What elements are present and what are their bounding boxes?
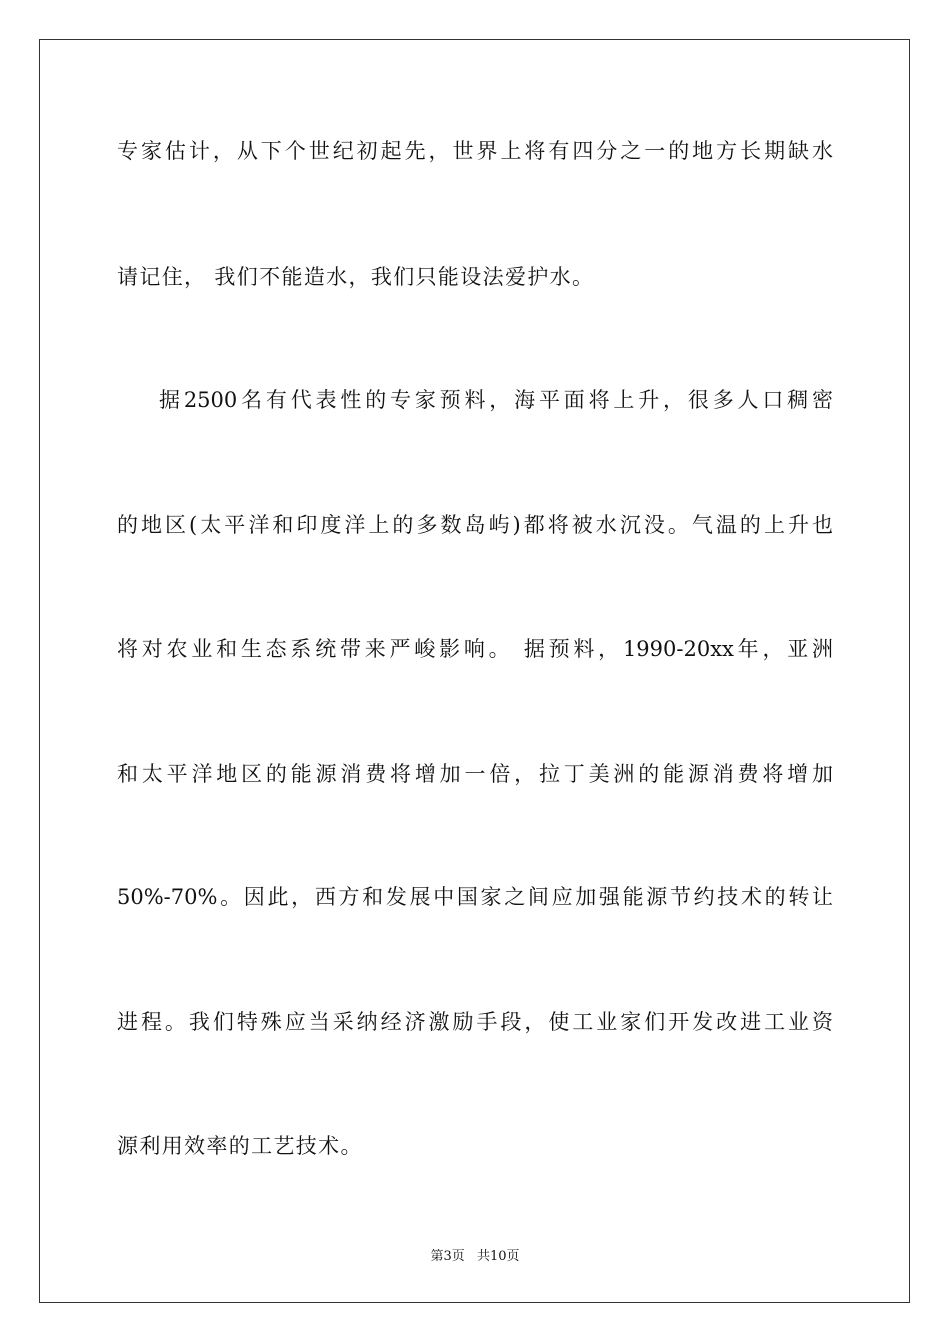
page-border — [39, 39, 910, 1303]
paragraph-line: 和太平洋地区的能源消费将增加一倍，拉丁美洲的能源消费将增加 — [117, 762, 833, 786]
paragraph-line: 的地区(太平洋和印度洋上的多数岛屿)都将被水沉没。气温的上升也 — [117, 513, 833, 537]
paragraph-line: 50%-70%。因此，西方和发展中国家之间应加强能源节约技术的转让 — [117, 885, 833, 909]
paragraph-line: 请记住， 我们不能造水，我们只能设法爱护水。 — [117, 265, 595, 289]
paragraph-line: 将对农业和生态系统带来严峻影响。 据预料，1990-20xx年，亚洲 — [117, 637, 833, 661]
page-number: 第3页 — [430, 1249, 465, 1264]
paragraph-line: 进程。我们特殊应当采纳经济激励手段，使工业家们开发改进工业资 — [117, 1010, 833, 1034]
page-total: 共10页 — [476, 1249, 520, 1264]
paragraph-line: 专家估计，从下个世纪初起先，世界上将有四分之一的地方长期缺水 — [117, 139, 833, 163]
paragraph-line: 源利用效率的工艺技术。 — [117, 1134, 363, 1158]
page-footer — [0, 1248, 950, 1266]
paragraph-line: 据2500名有代表性的专家预料，海平面将上升，很多人口稠密 — [159, 388, 833, 412]
